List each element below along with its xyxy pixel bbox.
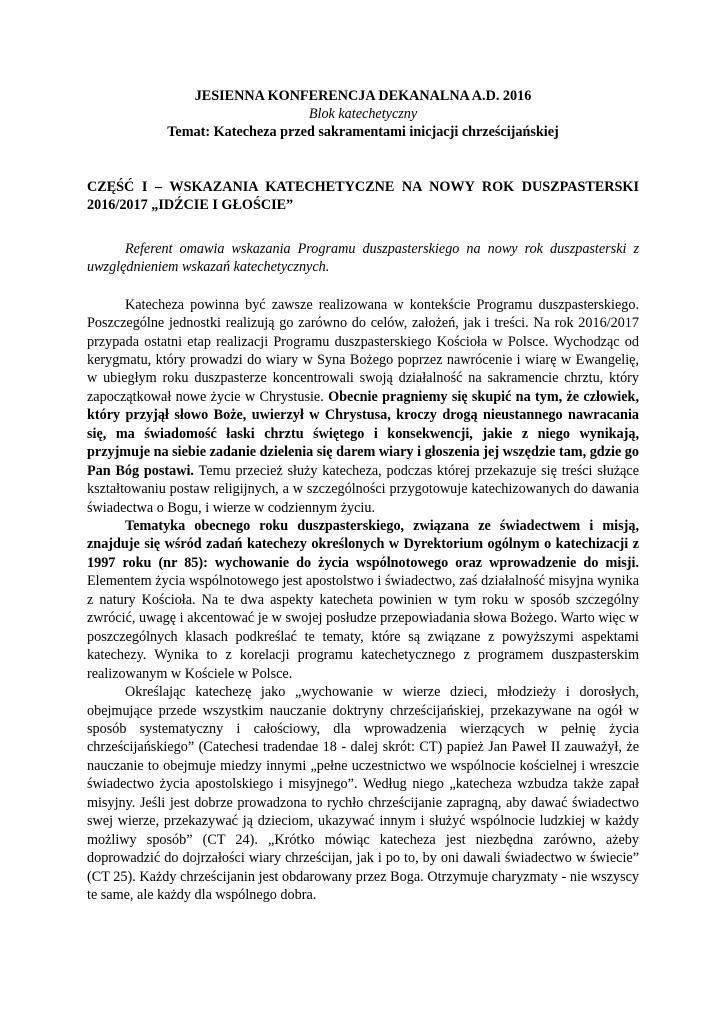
paragraph-1-bold: Obecnie pragniemy się skupić na tym, że człowiek, który przyjął słowo Boże, uwierzył w Chrystusa, kroczy drogą nieustannego nawracania się, ma świadomość łaski chrztu świętego i konsekwencji, jakie z niego wynikają, przyjmuje na siebie zadanie dzielenia się darem wiary i głoszenia jej wszędzie tam, gdzie go Pan Bóg postawi. [87,388,639,479]
topic-line: Temat: Katecheza przed sakramentami inicjacji chrześcijańskiej [167,124,559,140]
document-page [87,0,639,905]
paragraph-2-text: Elementem życia wspólnotowego jest apostolstwo i świadectwo, zaś działalność misyjna wynika z natury Kościoła. Na te dwa aspekty katecheta powinien w tym roku w sposób szczególny zwrócić, uwagę i akcentować je w swojej posłudze przepowiadania słowa Bożego. Warto więc w poszczególnych klasach podkreślać te tematy, które są związane z powyższymi aspektami katechezy. Wynika to z korelacji programu katechetycznego z programem duszpasterskim realizowanym w Kościele w Polsce. [87,573,639,682]
block-subtitle: Blok katechetyczny [308,106,418,122]
paragraph-3: Określając katechezę jako „wychowanie w wierze dzieci, młodzieży i dorosłych, obejmujące przede wszystkim nauczanie doktryny chrześcijańskiej, przekazywane na ogół w sposób systematyczny i całościowy, dla wprowadzenia wierzących w pełnię życia chrześcijańskiego” (Catechesi tradendae 18 - dalej skrót: CT) papież Jan Paweł II zauważył, że nauczanie to obejmuje miedzy innymi „pełne uczestnictwo we wspólnocie kościelnej i wreszcie świadectwo życia apostolskiego i misyjnego”. Według niego „katecheza wzbudza także zapał misyjny. Jeśli jest dobrze prowadzona to rychło chrześcijanie zapragną, aby dawać świadectwo swej wierze, przekazywać ją dzieciom, ukazywać innym i służyć wspólnocie ludzkiej w każdy możliwy sposób” (CT 24). „Krótko mówiąc katecheza jest niezbędna zarówno, ażeby doprowadzić do dojrzałości wiary chrześcijan, jak i po to, by oni dawali świadectwo w świecie” (CT 25). Każdy chrześcijanin jest obdarowany przez Boga. Otrzymuje charyzmaty - nie wszyscy te same, ale każdy dla wspólnego dobra. [87,684,639,904]
paragraph-2-bold: Tematyka obecnego roku duszpasterskiego, związana ze świadectwem i misją, znajduje się wśród zadań katechezy określonych w Dyrektorium ogólnym o katechizacji z 1997 roku (nr 85): wychowanie do życia wspólnotowego oraz wprowadzenie do misji. [87,518,639,571]
conference-title: JESIENNA KONFERENCJA DEKANALNA A.D. 2016 [194,88,532,104]
section-heading: CZĘŚĆ I – WSKAZANIA KATECHETYCZNE NA NOWY ROK DUSZPASTERSKI 2016/2017 „IDŹCIE I GŁOŚCIE” [87,179,639,213]
paragraph-1 [87,296,639,517]
paragraph-1-text-a: Katecheza powinna być zawsze realizowana w kontekście Programu duszpasterskiego. Poszczególne jednostki realizują go zarówno do celów, założeń, jak i treści. Na rok 2016/2017 przypada ostatni etap realizacji Programu duszpasterskiego Kościoła w Polsce. Wychodząc od kerygmatu, który prowadzi do wiary w Syna Bożego poprzez nawrócenie i wiarę w Ewangelię, w ubiegłym roku duszpasterze koncentrowali swoją działalność na sakramencie chrztu, który zapoczątkował nowe życie w Chrystusie. [87,296,639,405]
paragraph-2 [87,517,639,683]
intro-paragraph: Referent omawia wskazania Programu duszpasterskiego na nowy rok duszpasterski z uwzględnieniem wskazań katechetycznych. [87,241,639,276]
document-header [87,87,639,141]
paragraph-1-text-c: Temu przecież służy katecheza, podczas której przekazuje się treści służące kształtowaniu postaw religijnych, a w szczególności przygotowuje katechizowanych do dawania świadectwa o Bogu, i wierze w codziennym życiu. [87,462,640,516]
